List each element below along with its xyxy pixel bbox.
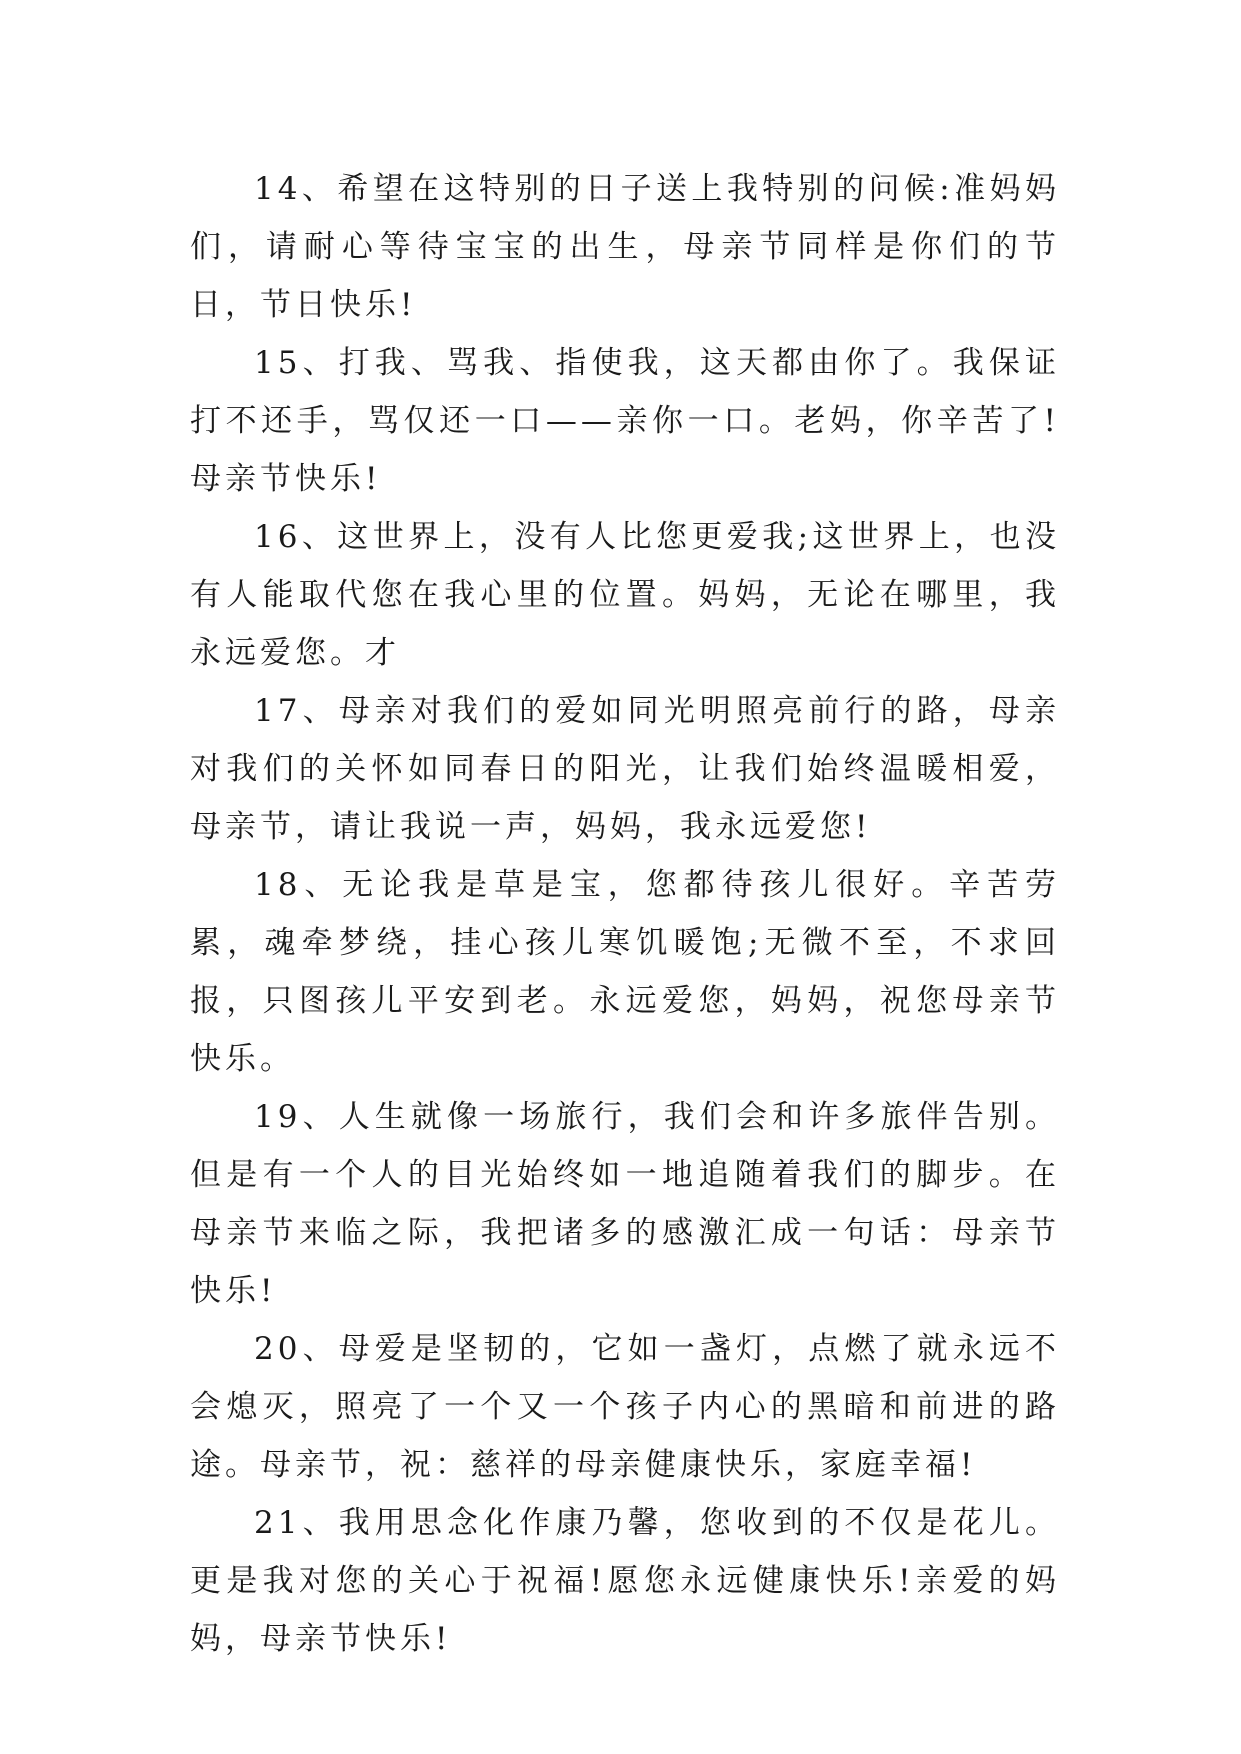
document-body <box>190 160 1060 1668</box>
paragraph-16: 16、这世界上，没有人比您更爱我;这世界上，也没有人能取代您在我心里的位置。妈妈，无论在哪里，我永远爱您。才 <box>190 519 1060 671</box>
paragraph-21: 21、我用思念化作康乃馨，您收到的不仅是花儿。更是我对您的关心于祝福!愿您永远健康快乐!亲爱的妈妈，母亲节快乐! <box>190 1505 1060 1657</box>
paragraph-14: 14、希望在这特别的日子送上我特别的问候:准妈妈们，请耐心等待宝宝的出生，母亲节同样是你们的节日，节日快乐! <box>190 171 1060 323</box>
paragraph-18: 18、无论我是草是宝，您都待孩儿很好。辛苦劳累，魂牵梦绕，挂心孩儿寒饥暖饱;无微不至，不求回报，只图孩儿平安到老。永远爱您，妈妈，祝您母亲节快乐。 <box>190 867 1060 1077</box>
paragraph-20: 20、母爱是坚韧的，它如一盏灯，点燃了就永远不会熄灭，照亮了一个又一个孩子内心的黑暗和前进的路途。母亲节，祝：慈祥的母亲健康快乐，家庭幸福! <box>190 1331 1060 1483</box>
paragraph-17: 17、母亲对我们的爱如同光明照亮前行的路，母亲对我们的关怀如同春日的阳光，让我们始终温暖相爱，母亲节，请让我说一声，妈妈，我永远爱您! <box>190 693 1060 845</box>
paragraph-19: 19、人生就像一场旅行，我们会和许多旅伴告别。但是有一个人的目光始终如一地追随着我们的脚步。在母亲节来临之际，我把诸多的感激汇成一句话：母亲节快乐! <box>190 1099 1060 1309</box>
paragraph-15: 15、打我、骂我、指使我，这天都由你了。我保证打不还手，骂仅还一口——亲你一口。老妈，你辛苦了!母亲节快乐! <box>190 345 1060 497</box>
